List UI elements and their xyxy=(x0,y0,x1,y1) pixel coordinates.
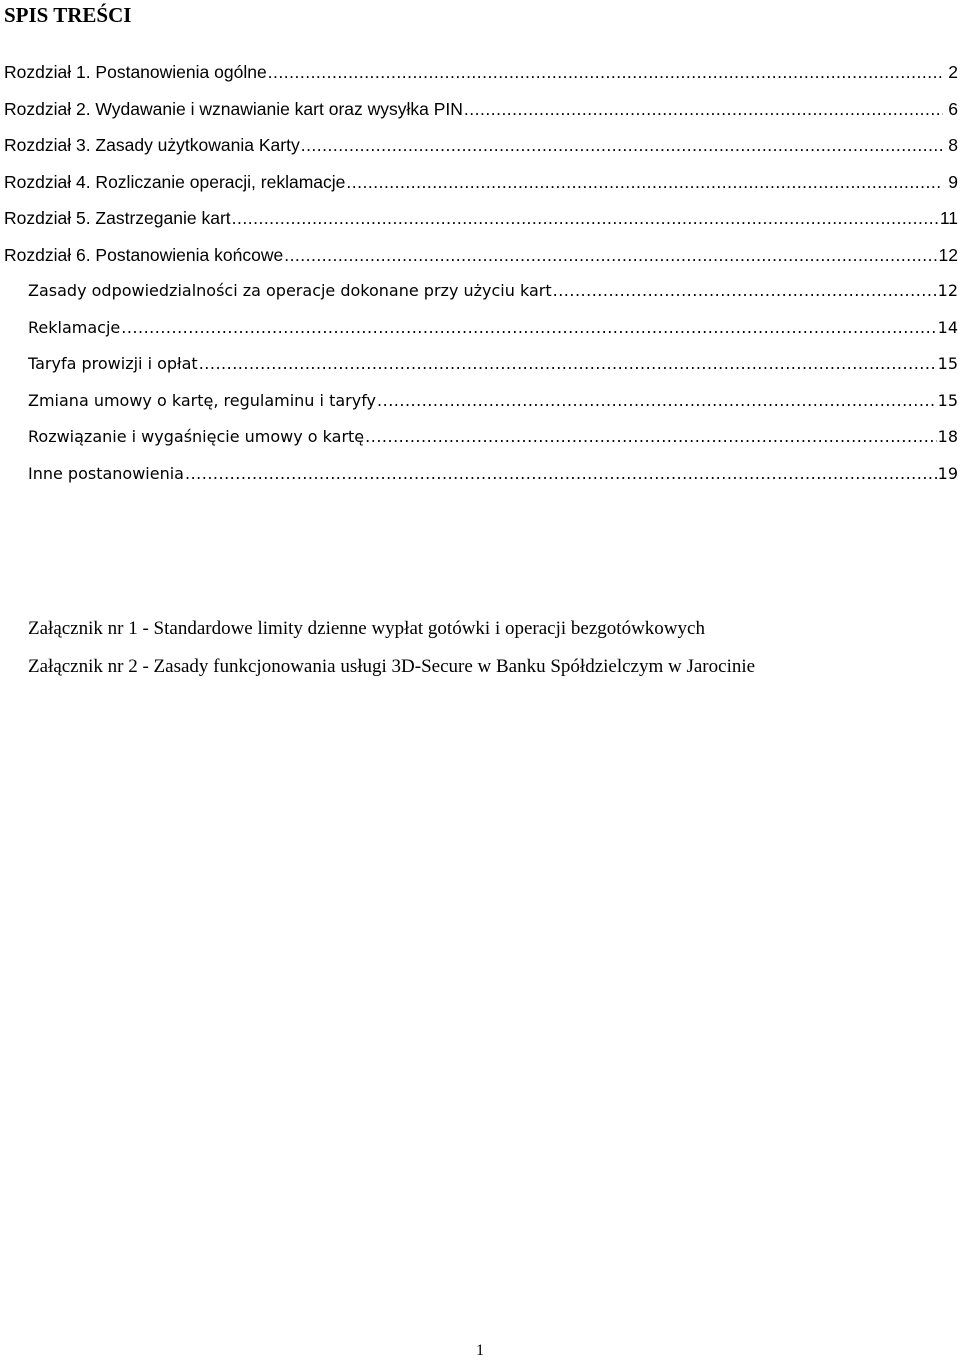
toc-entry-chapter-5[interactable] xyxy=(0,206,958,243)
toc-entry-chapter-1[interactable] xyxy=(0,60,958,97)
toc-entry-title: Zmiana umowy o kartę, regulaminu i taryfy xyxy=(28,390,377,410)
toc-dot-leader xyxy=(553,279,937,303)
toc-entry-page: 11 xyxy=(939,208,958,228)
toc-entry-title: Rozdział 6. Postanowienia końcowe xyxy=(4,244,284,265)
toc-entry-page: 2 xyxy=(948,62,958,82)
toc-entry-page: 9 xyxy=(948,171,958,192)
annex-item-2: Załącznik nr 2 - Zasady funkcjonowania usługi 3D-Secure w Banku Spółdzielczym w Jarocinie xyxy=(28,656,756,677)
toc-entry-title: Rozdział 4. Rozliczanie operacji, reklamacje xyxy=(4,171,346,192)
toc-entry-title: Reklamacje xyxy=(28,317,121,337)
toc-entry-chapter-4[interactable] xyxy=(0,170,958,207)
toc-entry-title: Rozdział 5. Zastrzeganie kart xyxy=(4,208,231,228)
toc-entry-section-other[interactable] xyxy=(0,462,958,499)
toc-entry-chapter-6[interactable] xyxy=(0,243,958,280)
toc-dot-leader xyxy=(232,206,939,230)
toc-dot-leader xyxy=(268,60,943,84)
toc-entry-page: 14 xyxy=(937,317,958,337)
toc-entry-title: Rozdział 2. Wydawanie i wznawianie kart oraz wysyłka PIN xyxy=(4,98,463,119)
toc-entry-page: 6 xyxy=(948,98,958,119)
toc-dot-leader xyxy=(377,389,937,413)
toc-dot-leader xyxy=(185,462,937,486)
toc-dot-leader xyxy=(365,425,937,449)
toc-dot-leader xyxy=(121,316,936,340)
toc-entry-section-termination[interactable] xyxy=(0,425,958,462)
toc-entry-page: 8 xyxy=(948,135,958,155)
toc-entry-title: Taryfa prowizji i opłat xyxy=(28,354,198,373)
table-of-contents xyxy=(0,60,958,498)
toc-entry-title: Rozdział 1. Postanowienia ogólne xyxy=(4,62,267,82)
toc-entry-page: 19 xyxy=(937,463,958,483)
toc-entry-page: 15 xyxy=(937,390,958,410)
toc-dot-leader xyxy=(301,133,943,157)
annex-list xyxy=(28,617,755,693)
toc-entry-section-fees[interactable] xyxy=(0,352,958,389)
toc-entry-page: 15 xyxy=(937,354,958,373)
toc-entry-title: Inne postanowienia xyxy=(28,463,184,483)
toc-dot-leader xyxy=(199,352,937,376)
toc-entry-chapter-2[interactable] xyxy=(0,97,958,134)
toc-entry-title: Rozdział 3. Zasady użytkowania Karty xyxy=(4,135,300,155)
annex-item-1: Załącznik nr 1 - Standardowe limity dzienne wypłat gotówki i operacji bezgotówkowych xyxy=(28,618,705,639)
toc-heading: SPIS TREŚCI xyxy=(4,3,132,27)
toc-entry-section-complaints[interactable] xyxy=(0,316,958,353)
toc-dot-leader xyxy=(284,243,937,267)
toc-entry-page: 12 xyxy=(937,281,958,300)
toc-entry-page: 18 xyxy=(937,427,958,446)
toc-dot-leader xyxy=(346,170,943,194)
toc-entry-title: Rozwiązanie i wygaśnięcie umowy o kartę xyxy=(28,427,365,446)
toc-entry-section-amendments[interactable] xyxy=(0,389,958,426)
toc-entry-title: Zasady odpowiedzialności za operacje dokonane przy użyciu kart xyxy=(28,281,552,300)
page-number: 1 xyxy=(476,1342,484,1359)
toc-entry-chapter-3[interactable] xyxy=(0,133,958,170)
toc-entry-section-liability[interactable] xyxy=(0,279,958,316)
toc-entry-page: 12 xyxy=(938,244,958,265)
toc-dot-leader xyxy=(464,97,943,121)
